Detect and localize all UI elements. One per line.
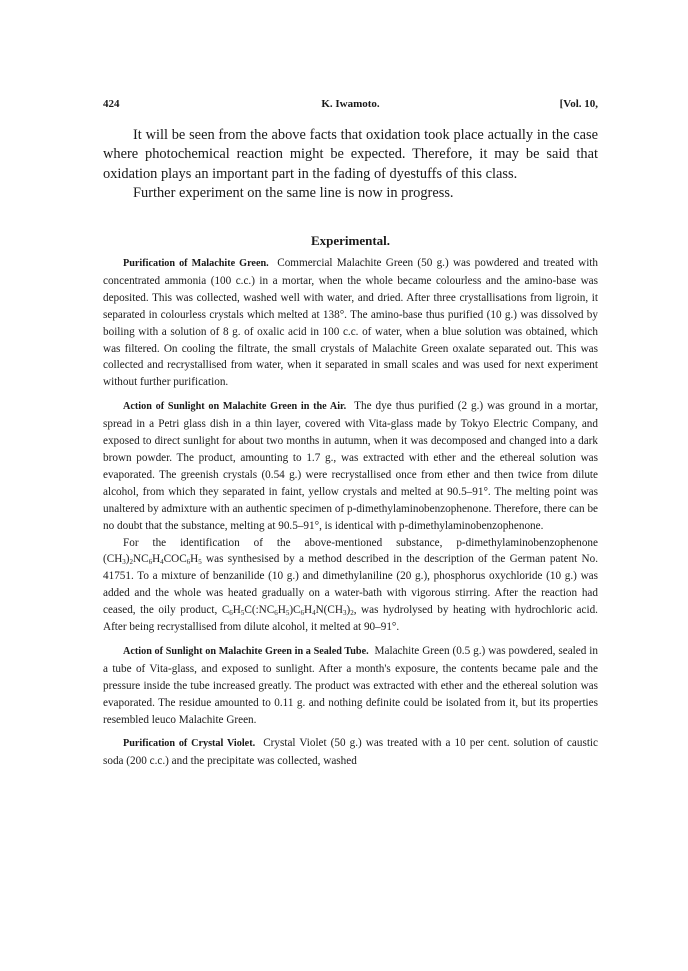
run-in-heading: Action of Sunlight on Malachite Green in a Sealed Tube. (123, 645, 369, 657)
volume-label: [Vol. 10, (559, 98, 598, 110)
paragraph-malachite-purification (103, 255, 598, 391)
intro-paragraph: It will be seen from the above facts that oxidation took place actually in the case where photochemical reaction might be expected. Therefore, it may be said that oxidation plays an important part in the fading of dyestuffs of this class. (103, 127, 598, 182)
running-author: K. Iwamoto. (321, 98, 380, 110)
paragraph-text: Malachite Green (0.5 g.) was powdered, sealed in a tube of Vita-glass, and exposed to sunlight. After a month's exposure, the contents became pale and the pressure inside the tube increased greatly. The product was extracted with ether and the ethereal solution was evaporated. The residue amounted to 0.11 g. and nothing definite could be isolated from it, but its properties resembled leuco Malachite Green. (103, 644, 598, 726)
paragraph-sealed-tube (103, 643, 598, 729)
running-header (103, 98, 598, 116)
page-number: 424 (103, 98, 120, 110)
section-body (103, 255, 598, 770)
run-in-heading: Purification of Crystal Violet. (123, 738, 256, 750)
intro-paragraph: Further experiment on the same line is now in progress. (133, 185, 454, 202)
paragraph-crystal-violet (103, 735, 598, 770)
paragraph-identification: For the identification of the above-mentioned substance, p-dimethylaminobenzophenone $(CH_3)_2NC_6H_4COC_6H_5$ was synthesised by a method described in the description of the German patent No. 41751. To a mixture of benzanilide (10 g.) and dimethylaniline (20 g.), phosphorus oxychloride (10 g.) was added and the whole was heated gradually on a water-bath with vigorous stirring. After the reaction had ceased, the oily product, $C_6H_5C(:NC_6H_5)C_6H_4N(CH_3)_2$, was hydrolysed by heating with hydrochloric acid. After being recrystallised from dilute alcohol, it melted at 90–91°. (103, 536, 598, 634)
paragraph-text: Crystal Violet (50 g.) was treated with a 10 per cent. solution of caustic soda (200 c.c.) and the precipitate was collected, washed (103, 737, 598, 768)
paragraph-text: The dye thus purified (2 g.) was ground in a mortar, spread in a Petri glass dish in a thin layer, covered with Vita-glass made by Tokyo Electric Company, and exposed to direct sunlight for about two months in autumn, when it was decomposed and changed into a dark brown powder. The product, amounting to 1.7 g., was extracted with ether and the ethereal solution was evaporated. The greenish crystals (0.54 g.) were recrystallised once from ether and then twice from dilute alcohol, from which they separated in faint, yellow crystals and melted at 90.5–91°. The melting point was unaltered by admixture with an authentic specimen of p-dimethylaminobenzophenone. Therefore, there can be no doubt that the substance, melting at 90.5–91°, is identical with p-dimethylaminobenzophenone. (103, 400, 599, 532)
paragraph-sunlight-air (103, 398, 598, 534)
paragraph-text: Commercial Malachite Green (50 g.) was powdered and treated with concentrated ammonia (100 c.c.) in a mortar, when the whole became colourless and the amino-base was deposited. This was collected, washed well with water, and dried. After three crystallisations from ligroin, it separated in colourless crystals which melted at 138°. The amino-base thus purified (10 g.) was dissolved by boiling with a solution of 8 g. of oxalic acid in 100 c.c. of water, when a blue solution was obtained, which was filtered. On cooling the filtrate, the small crystals of Malachite Green oxalate separated out. This was collected and recrystallised from water, when it separated in small scales and was used for next experiment without further purification. (103, 257, 599, 389)
intro-text (103, 126, 598, 204)
run-in-heading: Action of Sunlight on Malachite Green in the Air. (123, 401, 347, 413)
run-in-heading: Purification of Malachite Green. (123, 258, 269, 269)
section-title: Experimental. (310, 233, 391, 248)
